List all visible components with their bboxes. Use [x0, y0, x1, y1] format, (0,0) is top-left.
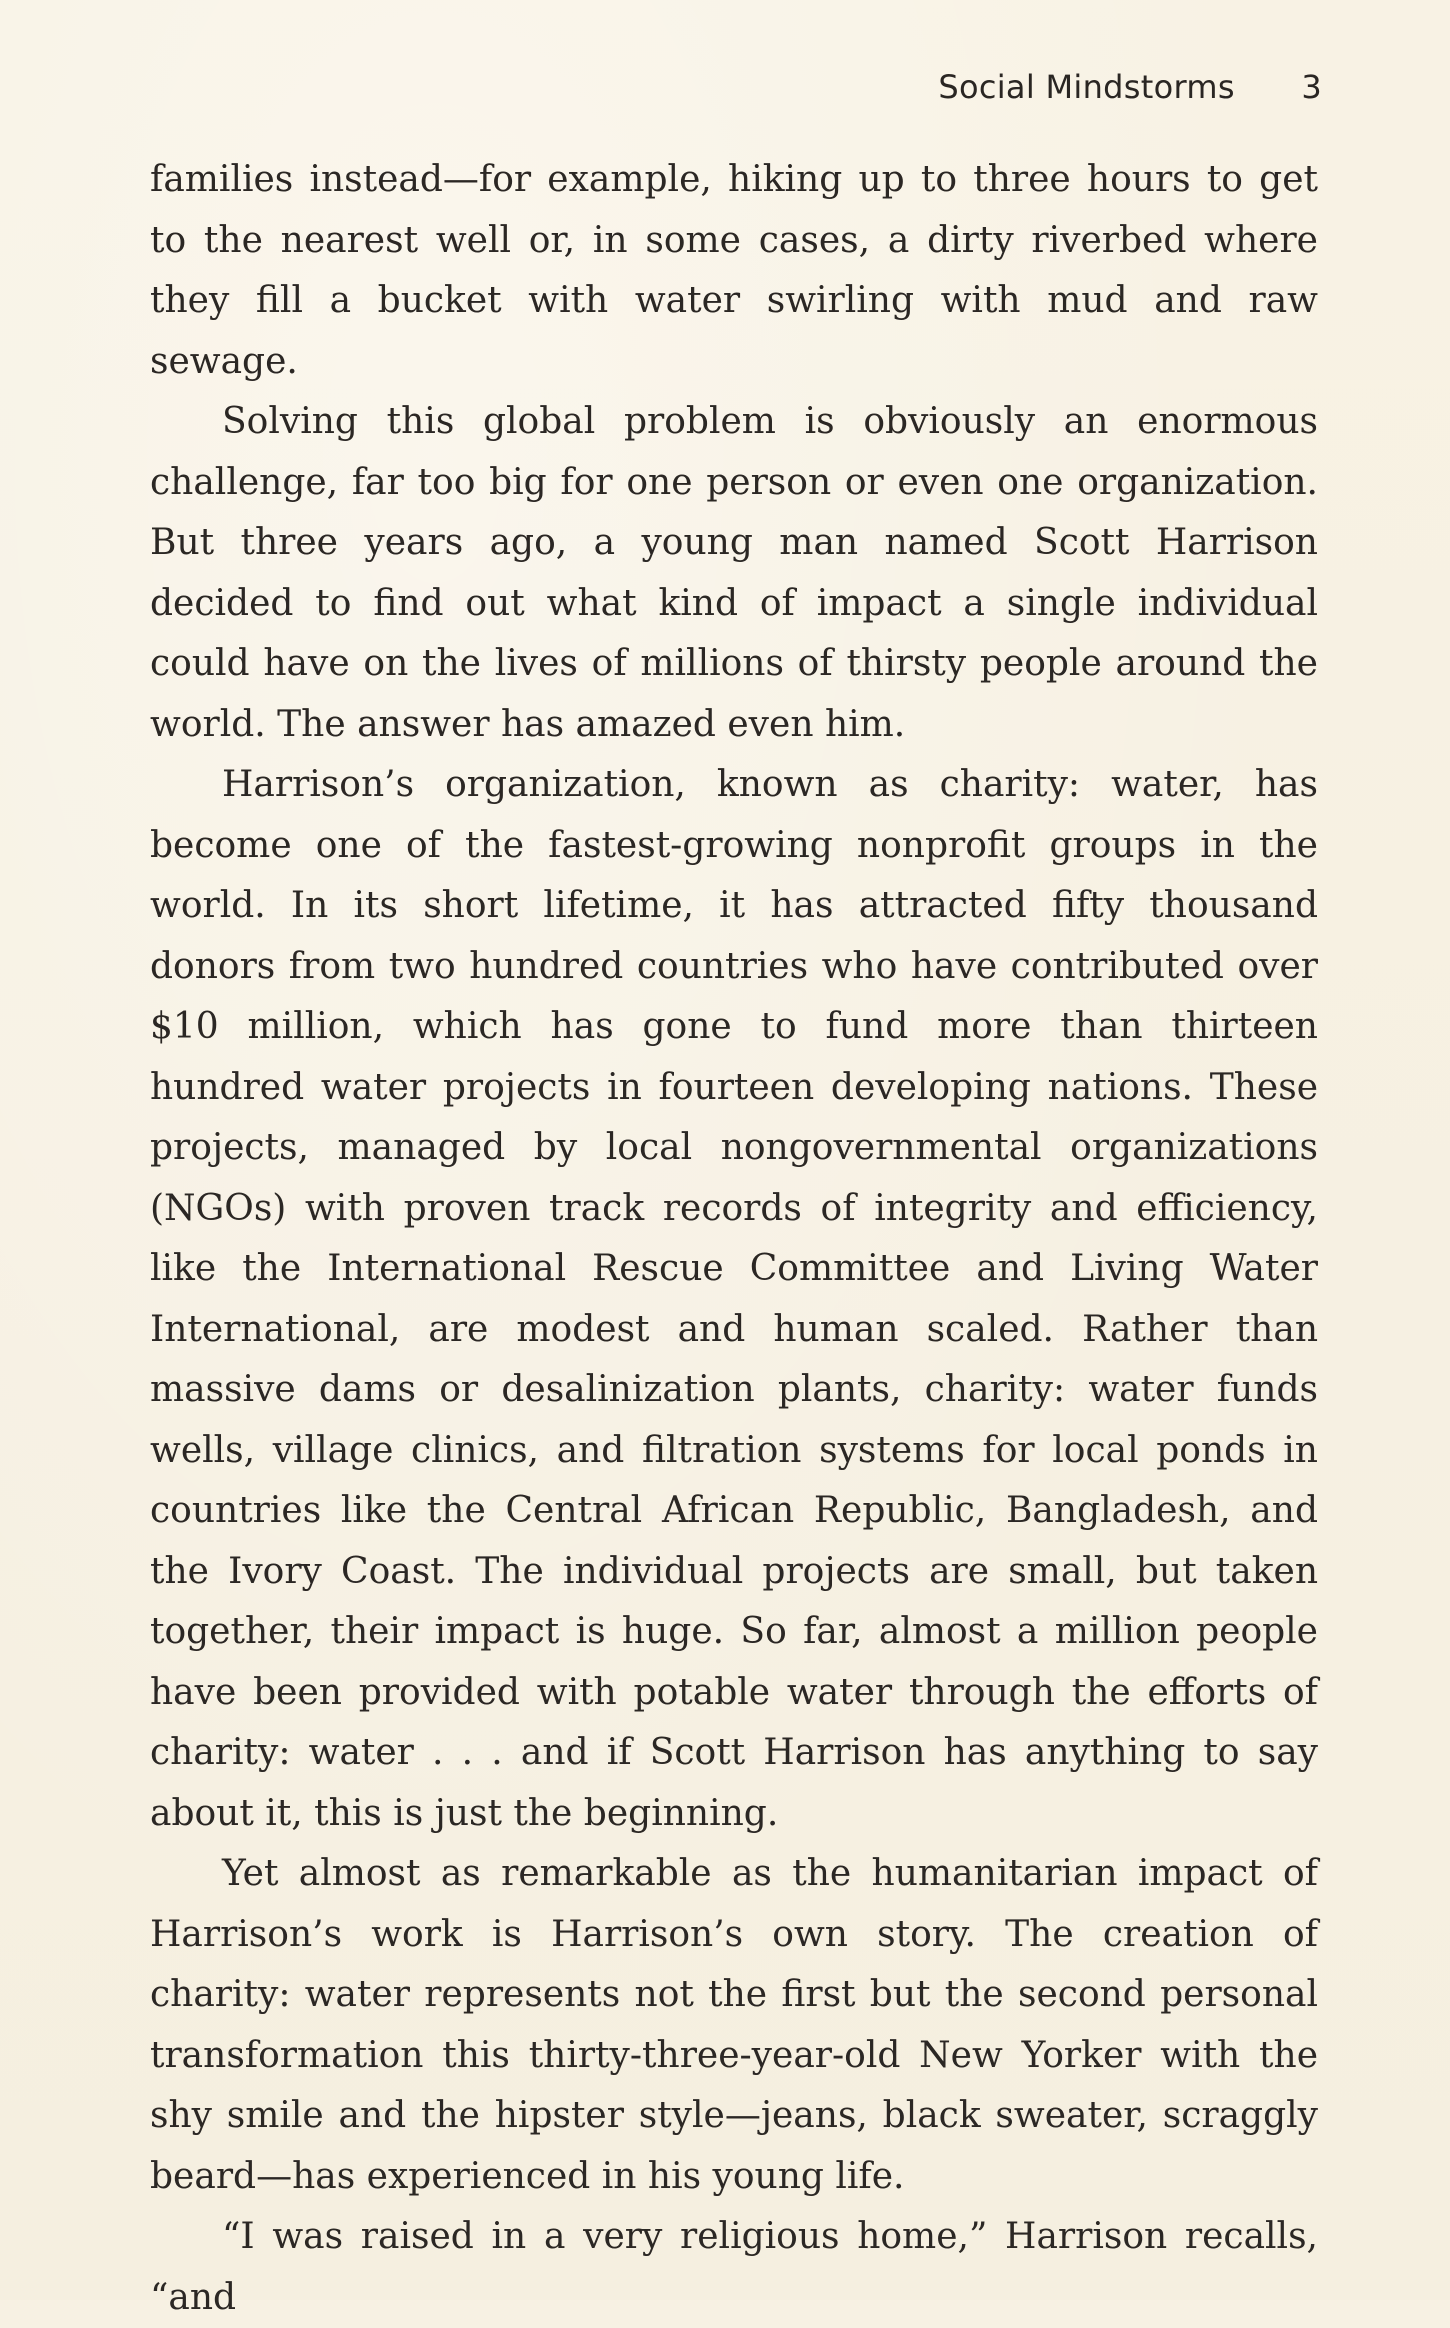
body-text [150, 150, 1318, 2328]
running-title: Social Mindstorms [938, 68, 1235, 106]
paragraph: Harrison’s organization, known as charity: water, has become one of the fastest-growing nonprofit groups in the world. In its short lifetime, it has attracted fifty thousand donors from two hundred countries who have contributed over $10 million, which has gone to fund more than thirteen hundred water projects in fourteen developing nations. These projects, managed by local nongovernmental organizations (NGOs) with proven track records of integrity and efficiency, like the International Rescue Committee and Living Water International, are modest and human scaled. Rather than massive dams or desalinization plants, charity: water funds wells, village clinics, and filtration systems for local ponds in countries like the Central African Republic, Bangladesh, and the Ivory Coast. The individual projects are small, but taken together, their impact is huge. So far, almost a million people have been provided with potable water through the efforts of charity: water . . . and if Scott Harrison has anything to say about it, this is just the beginning. [150, 764, 1318, 1834]
paragraph: “I was raised in a very religious home,” Harrison recalls, “and [150, 2216, 1318, 2318]
paragraph: Solving this global problem is obviously an enormous challenge, far too big for one person or even one organization. But three years ago, a young man named Scott Harrison decided to find out what kind of impact a single individual could have on the lives of millions of thirsty people around the world. The answer has amazed even him. [150, 401, 1318, 745]
page-number: 3 [1301, 68, 1322, 106]
paragraph-continued: families instead—for example, hiking up to three hours to get to the nearest well or, in some cases, a dirty riverbed where they fill a bucket with water swirling with mud and raw sewage. [150, 159, 1318, 382]
running-head [938, 68, 1322, 106]
paragraph: Yet almost as remarkable as the humanitarian impact of Harrison’s work is Harrison’s own story. The creation of charity: water represents not the first but the second personal transformation this thirty-three-year-old New Yorker with the shy smile and the hipster style—jeans, black sweater, scraggly beard—has experienced in his young life. [150, 1853, 1318, 2197]
